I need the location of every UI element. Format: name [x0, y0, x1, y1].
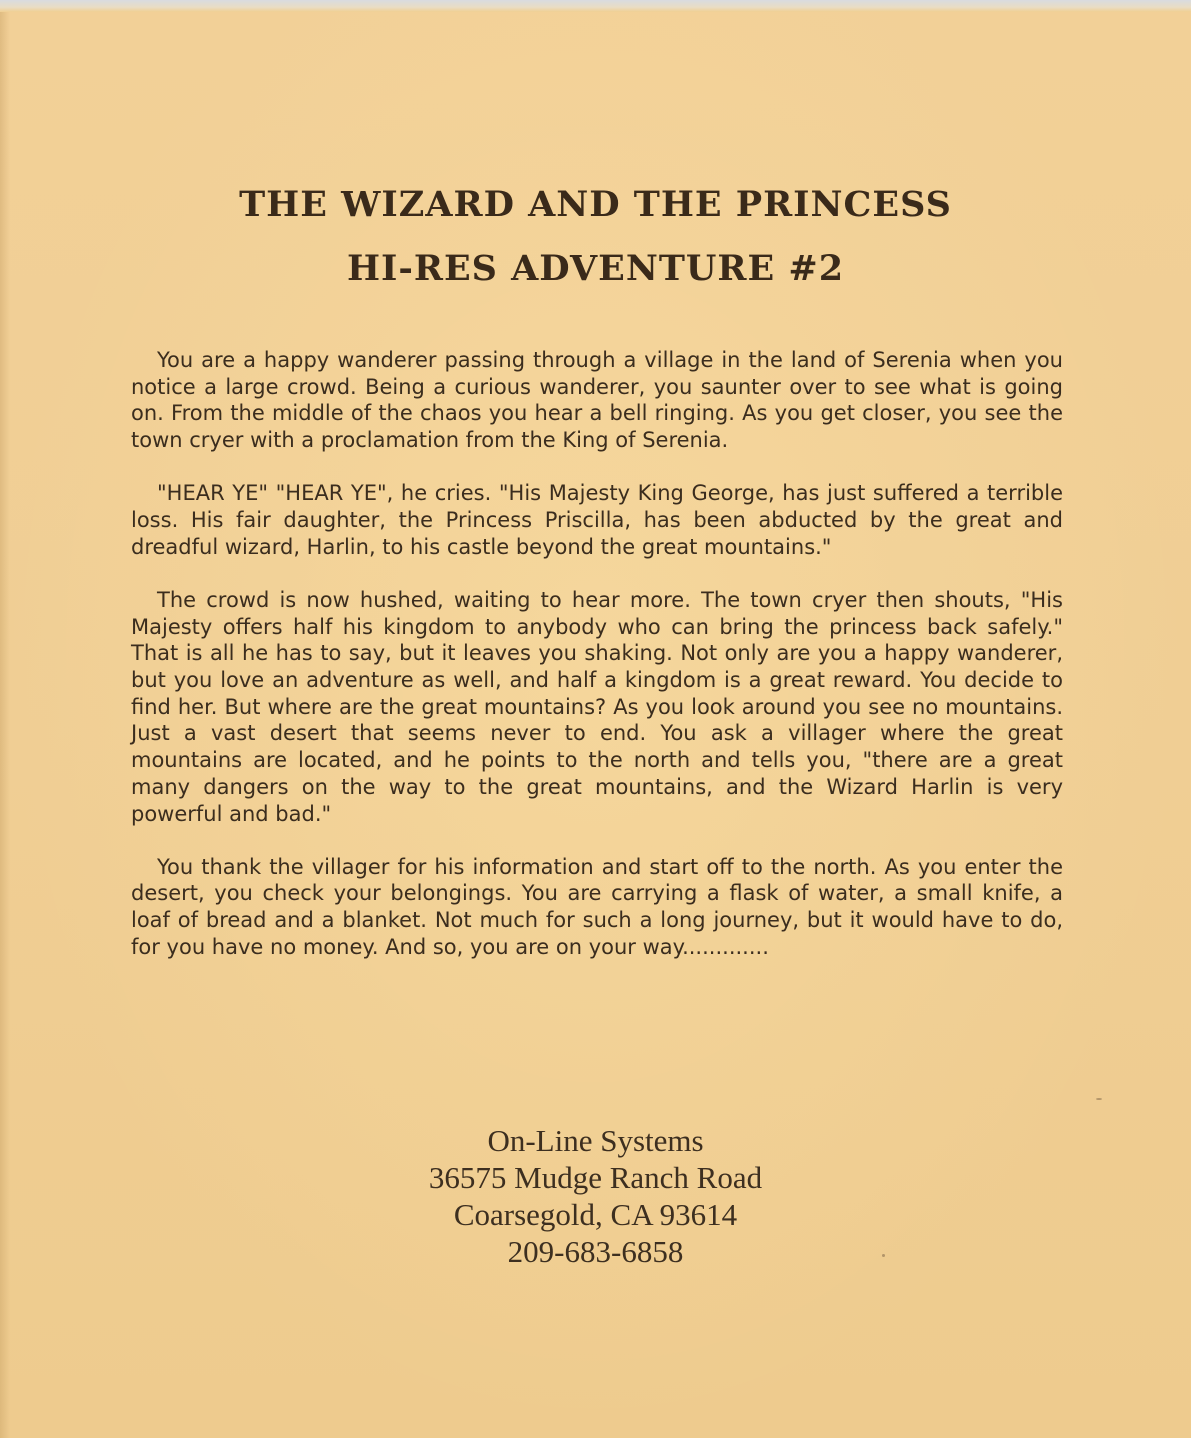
publisher-phone: 209-683-6858 [507, 1234, 684, 1269]
document-subtitle: HI-RES ADVENTURE #2 [346, 248, 845, 289]
story-paragraph-4: You thank the villager for his information and start off to the north. As you enter the desert, you check your belongings. You are carrying a flask of water, a small knife, a loaf of bread and a blanket. Not much for such a long journey, but it would have to do, for you have no money. And so, you are on your way............. [131, 854, 1063, 959]
paper-speck [1096, 1098, 1102, 1100]
story-paragraph-1: You are a happy wanderer passing through a village in the land of Serenia when you notice a large crowd. Being a curious wanderer, you saunter over to see what is going on. From the middle of the chaos you hear a bell ringing. As you get closer, you see the town cryer with a proclamation from the King of Serenia. [131, 348, 1063, 453]
publisher-street: 36575 Mudge Ranch Road [428, 1160, 763, 1195]
paper-speck [882, 1254, 885, 1257]
document-page [0, 12, 1191, 1438]
story-paragraph-3: The crowd is now hushed, waiting to hear more. The town cryer then shouts, "His Majesty offers half his kingdom to anybody who can bring the princess back safely." That is all he has to say, but it leaves you shaking. Not only are you a happy wanderer, but you love an adventure as well, and half a kingdom is a great reward. You decide to find her. But where are the great mountains? As you look around you see no mountains. Just a vast desert that seems never to end. You ask a villager where the great mountains are located, and he points to the north and tells you, "there are a great many dangers on the way to the great mountains, and the Wizard Harlin is very powerful and bad." [131, 587, 1063, 826]
publisher-city: Coarsegold, CA 93614 [453, 1197, 738, 1232]
story-text [131, 347, 1063, 987]
document-title: THE WIZARD AND THE PRINCESS [239, 184, 952, 225]
publisher-company: On-Line Systems [487, 1123, 704, 1158]
window-top-edge [0, 0, 1191, 12]
publisher-address [0, 1122, 1191, 1270]
story-paragraph-2: "HEAR YE" "HEAR YE", he cries. "His Majesty King George, has just suffered a terrible loss. His fair daughter, the Princess Priscilla, has been abducted by the great and dreadful wizard, Harlin, to his castle beyond the great mountains." [131, 481, 1063, 559]
